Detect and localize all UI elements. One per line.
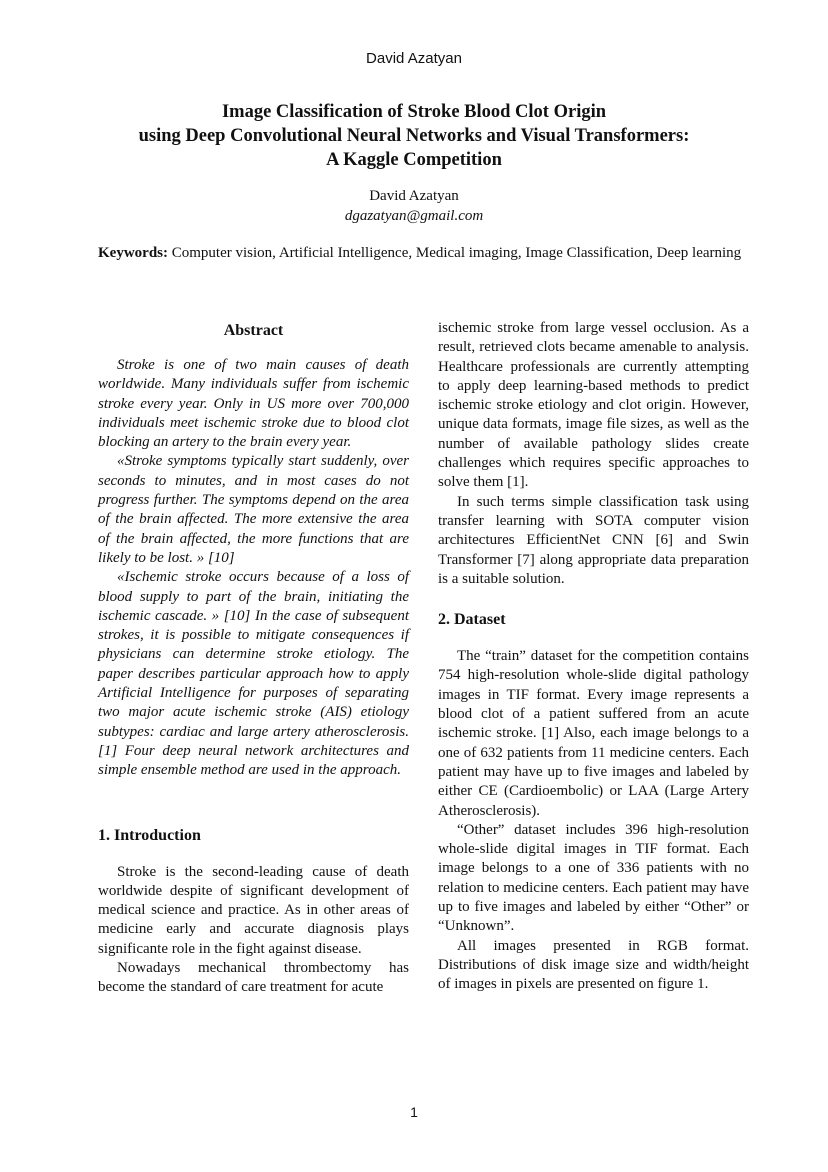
author-block: [0, 186, 828, 226]
keywords-label: Keywords:: [98, 245, 168, 261]
intro-paragraph: Nowadays mechanical thrombectomy has become the standard of care treatment for acute: [98, 960, 409, 996]
title-line: using Deep Convolutional Neural Networks and Visual Transformers:: [138, 126, 690, 146]
left-column: [98, 320, 409, 998]
abstract-paragraph: «Ischemic stroke occurs because of a loss of blood supply to part of the brain, initiating the ischemic cascade. » [10] In the case of subsequent strokes, it is possible to mitigate consequences if physicians can determine stroke etiology. The paper describes particular approach how to apply Artificial Intelligence for purposes of separating two major acute ischemic stroke (AIS) etiology subtypes: cardiac and large artery atherosclerosis. [1] Four deep neural network architectures and simple ensemble method are used in the approach.: [98, 569, 409, 779]
dataset-heading: 2. Dataset: [438, 611, 506, 629]
keywords: [98, 243, 750, 263]
title-line: Image Classification of Stroke Blood Clot Origin: [221, 102, 607, 122]
author-email: dgazatyan@gmail.com: [344, 208, 484, 224]
dataset-paragraph: All images presented in RGB format. Distributions of disk image size and width/height of images in pixels are presented on figure 1.: [438, 937, 749, 993]
abstract-paragraph: «Stroke symptoms typically start suddenly, over seconds to minutes, and in most cases do not progress further. The symptoms depend on the area of the brain affected. The more extensive the area of the brain affected, the more functions that are likely to be lost. » [10]: [98, 453, 409, 566]
dataset-paragraph: “Other” dataset includes 396 high-resolution whole-slide digital images in TIF format. Each image belongs to a one of 336 patients with no relation to medicine centers. Each patient may have up to five images and labeled by either “Other” or “Unknown”.: [438, 821, 749, 935]
abstract-title: Abstract: [223, 322, 284, 339]
author-name: David Azatyan: [369, 188, 459, 204]
abstract-paragraph: Stroke is one of two main causes of death worldwide. Many individuals suffer from ischemic stroke every year. Only in US more over 700,000 individuals meet ischemic stroke due to blood clot blocking an artery to the brain every year.: [98, 357, 409, 451]
page-number: 1: [410, 1104, 418, 1120]
keywords-text: Computer vision, Artificial Intelligence, Medical imaging, Image Classification, Deep learning: [171, 245, 742, 261]
paper-title: [0, 100, 828, 172]
right-column: [438, 319, 749, 995]
intro-paragraph: Stroke is the second-leading cause of death worldwide despite of significant development of medical science and practice. As in other areas of medicine early and accurate diagnosis plays significante role in the fight against disease.: [98, 863, 409, 957]
intro-paragraph: In such terms simple classification task using transfer learning with SOTA computer vision architectures EfficientNet CNN [6] and Swin Transformer [7] along appropriate data preparation is a suitable solution.: [438, 493, 749, 587]
dataset-paragraph: The “train” dataset for the competition contains 754 high-resolution whole-slide digital pathology images in TIF format. Every image represents a blood clot of a patient suffered from an acute ischemic stroke. [1] Also, each image belongs to a one of 632 patients from 11 medicine centers. Each patient may have up to five images and labeled by either CE (Cardioembolic) or LAA (Large Artery Atherosclerosis).: [438, 648, 749, 819]
abstract-section: [98, 320, 409, 781]
running-head: David Azatyan: [366, 50, 462, 67]
title-line: A Kaggle Competition: [326, 150, 502, 170]
introduction-heading: 1. Introduction: [98, 826, 201, 844]
intro-paragraph-continued: ischemic stroke from large vessel occlusion. As a result, retrieved clots became amenable to analysis. Healthcare professionals are currently attempting to apply deep learning-based methods to predict ischemic stroke etiology and clot origin. However, unique data formats, image file sizes, as well as the number of available pathology slides create challenges which requires specific approaches to solve them [1].: [438, 320, 749, 491]
